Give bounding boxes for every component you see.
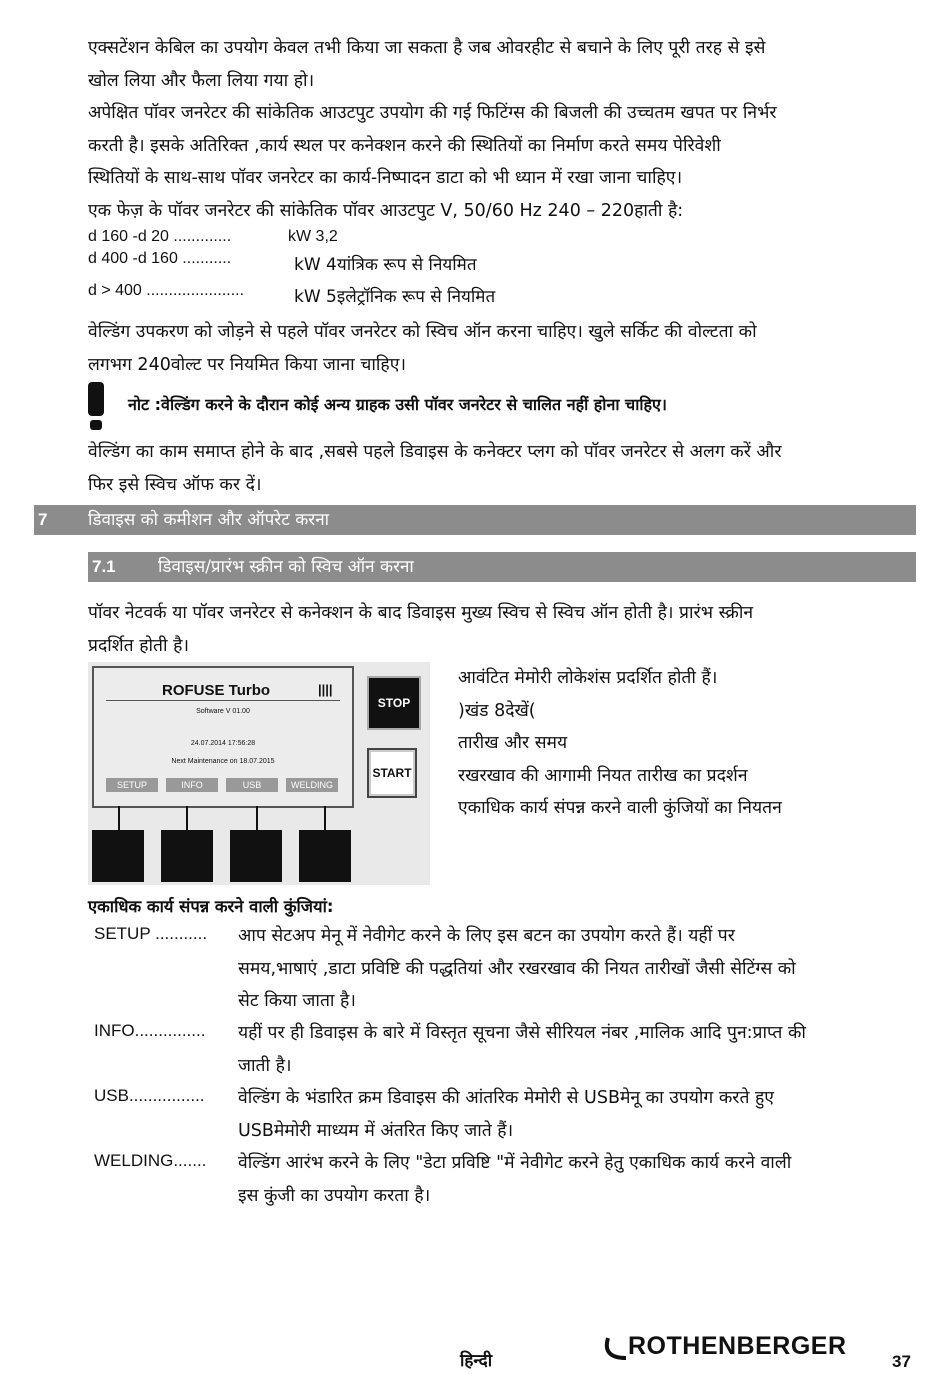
- device-title: ROFUSE Turbo: [162, 682, 271, 699]
- start-button[interactable]: START: [367, 748, 417, 798]
- text-line: आप सेटअप मेनू में नेवीगेट करने के लिए इस बटन का उपयोग करते हैं। यहीं पर: [238, 926, 735, 946]
- text-line: स्थितियों के साथ-साथ पॉवर जनरेटर का कार्य-निष्पादन डाटा को भी ध्यान में रखा जाना चाहिए।: [88, 168, 683, 188]
- note-text: नोट :वेल्डिंग करने के दौरान कोई अन्य ग्राहक उसी पॉवर जनरेटर से चालित नहीं होना चाहिए।: [128, 395, 667, 414]
- connector-line: [256, 806, 258, 830]
- text-line: इस कुंजी का उपयोग करता है।: [238, 1185, 431, 1206]
- key-description-usb: [238, 1082, 918, 1147]
- paragraph-4: [88, 316, 918, 381]
- connector-line: [118, 806, 120, 830]
- memory-bars-icon: ||||: [318, 682, 333, 697]
- softkey-usb-label: USB: [226, 778, 278, 792]
- keys-heading: एकाधिक कार्य संपन्न करने वाली कुंजियां:: [88, 897, 334, 916]
- text-line: वेल्डिंग का काम समाप्त होने के बाद ,सबसे पहले डिवाइस के कनेक्टर प्लग को पॉवर जनरेटर से अलग करें और: [88, 442, 782, 462]
- section-title: डिवाइस को कमीशन और ऑपरेट करना: [88, 510, 330, 530]
- usb-key[interactable]: [230, 830, 282, 882]
- exclamation-dot-icon: [90, 420, 102, 430]
- divider: [106, 700, 340, 701]
- power-row-value: kW 4यांत्रिक रूप से नियमित: [294, 255, 477, 275]
- software-version: Software V 01.00: [196, 708, 250, 715]
- intro-paragraph-2: [88, 97, 918, 195]
- softkey-setup-label: SETUP: [106, 778, 158, 792]
- legend-item: एकाधिक कार्य संपन्न करने वाली कुंजियों का नियतन: [458, 798, 782, 818]
- footer-language: हिन्दी: [460, 1351, 493, 1371]
- key-label-welding: WELDING.......: [94, 1151, 207, 1170]
- rothenberger-logo-icon: [604, 1336, 628, 1362]
- key-description-info: [238, 1017, 918, 1082]
- text-line: लगभग 240वोल्ट पर नियमित किया जाना चाहिए।: [88, 354, 407, 375]
- text-line: वेल्डिंग आरंभ करने के लिए "डेटा प्रविष्टि "में नेवीगेट करने हेतु एकाधिक कार्य करने वाली: [238, 1153, 792, 1173]
- page-number: 37: [892, 1352, 911, 1371]
- connector-line: [186, 806, 188, 830]
- key-description-setup: [238, 920, 918, 1018]
- section-title: डिवाइस/प्रारंभ स्क्रीन को स्विच ऑन करना: [158, 557, 414, 577]
- device-screen: [92, 666, 354, 808]
- text-line: पॉवर नेटवर्क या पॉवर जनरेटर से कनेक्शन के बाद डिवाइस मुख्य स्विच से स्विच ऑन होती है। प्रारंभ स्क्रीन: [88, 603, 754, 623]
- device-illustration: [88, 662, 430, 885]
- text-line: फिर इसे स्विच ऑफ कर दें।: [88, 474, 262, 495]
- intro-paragraph-1: [88, 32, 918, 97]
- power-row-value: kW 3,2: [288, 228, 338, 245]
- paragraph-5: [88, 436, 918, 501]
- power-row-value: kW 5इलेट्रॉनिक रूप से नियमित: [294, 287, 496, 307]
- text-line: समय,भाषाएं ,डाटा प्रविष्टि की पद्धतियां और रखरखाव की नियत तारीखों जैसी सेटिंग्स को: [238, 958, 796, 979]
- screen-legend: [458, 662, 918, 825]
- section-number: 7: [38, 510, 48, 529]
- intro-paragraph-3: एक फेज़ के पॉवर जनरेटर की सांकेतिक पॉवर आउटपुट V, 50/60 Hz 240 – 220हाती है:: [88, 201, 684, 221]
- text-line: खोल लिया और फैला लिया गया हो।: [88, 70, 315, 91]
- text-line: जाती है।: [238, 1055, 292, 1076]
- connector-line: [324, 806, 326, 830]
- key-label-info: INFO...............: [94, 1021, 206, 1040]
- setup-key[interactable]: [92, 830, 144, 882]
- softkey-welding-label: WELDING: [286, 778, 338, 792]
- text-line: यहीं पर ही डिवाइस के बारे में विस्तृत सूचना जैसे सीरियल नंबर ,मालिक आदि पुन:प्राप्त की: [238, 1023, 806, 1043]
- legend-item: )खंड 8देखें(: [458, 700, 536, 721]
- text-line: वेल्डिंग उपकरण को जोड़ने से पहले पॉवर जनरेटर को स्विच ऑन करना चाहिए। खुले सर्किट की वोल्टता को: [88, 322, 757, 342]
- exclamation-icon: [88, 382, 104, 416]
- welding-key[interactable]: [299, 830, 351, 882]
- next-maintenance: Next Maintenance on 18.07.2015: [171, 758, 275, 765]
- text-line: प्रदर्शित होती है।: [88, 635, 190, 656]
- text-line: USBमेमोरी माध्यम में अंतरित किए जाते हैं।: [238, 1120, 514, 1141]
- legend-item: तारीख और समय: [458, 733, 568, 753]
- softkey-info-label: INFO: [166, 778, 218, 792]
- key-description-welding: [238, 1147, 918, 1212]
- info-key[interactable]: [161, 830, 213, 882]
- key-label-setup: SETUP ...........: [94, 924, 208, 943]
- text-line: वेल्डिंग के भंडारित क्रम डिवाइस की आंतरिक मेमोरी से USBमेनू का उपयोग करते हुए: [238, 1088, 774, 1108]
- paragraph-6: [88, 597, 918, 662]
- power-row-range: d > 400 ......................: [88, 282, 245, 299]
- text-line: करती है। इसके अतिरिक्त ,कार्य स्थल पर कनेक्शन करने की स्थितियों का निर्माण करते समय पेरिवेशी: [88, 135, 721, 156]
- section-7-1-header: [88, 552, 916, 582]
- text-line: सेट किया जाता है।: [238, 991, 356, 1011]
- section-number: 7.1: [92, 557, 116, 576]
- section-7-header: [34, 505, 916, 535]
- legend-item: रखरखाव की आगामी नियत तारीख का प्रदर्शन: [458, 765, 748, 786]
- stop-button[interactable]: STOP: [367, 676, 421, 730]
- power-row-range: d 400 -d 160 ...........: [88, 250, 232, 267]
- date-time: 24.07.2014 17:56:28: [190, 740, 256, 747]
- legend-item: आवंटित मेमोरी लोकेशंस प्रदर्शित होती हैं।: [458, 668, 718, 688]
- key-label-usb: USB................: [94, 1086, 205, 1105]
- text-line: अपेक्षित पॉवर जनरेटर की सांकेतिक आउटपुट उपयोग की गई फिटिंग्स की बिजली की उच्चतम खपत पर निर्भर: [88, 103, 777, 123]
- brand-name: ROTHENBERGER: [628, 1332, 847, 1360]
- power-row-range: d 160 -d 20 .............: [88, 228, 232, 245]
- text-line: एक्सटेंशन केबिल का उपयोग केवल तभी किया जा सकता है जब ओवरहीट से बचाने के लिए पूरी तरह से इसे: [88, 38, 766, 58]
